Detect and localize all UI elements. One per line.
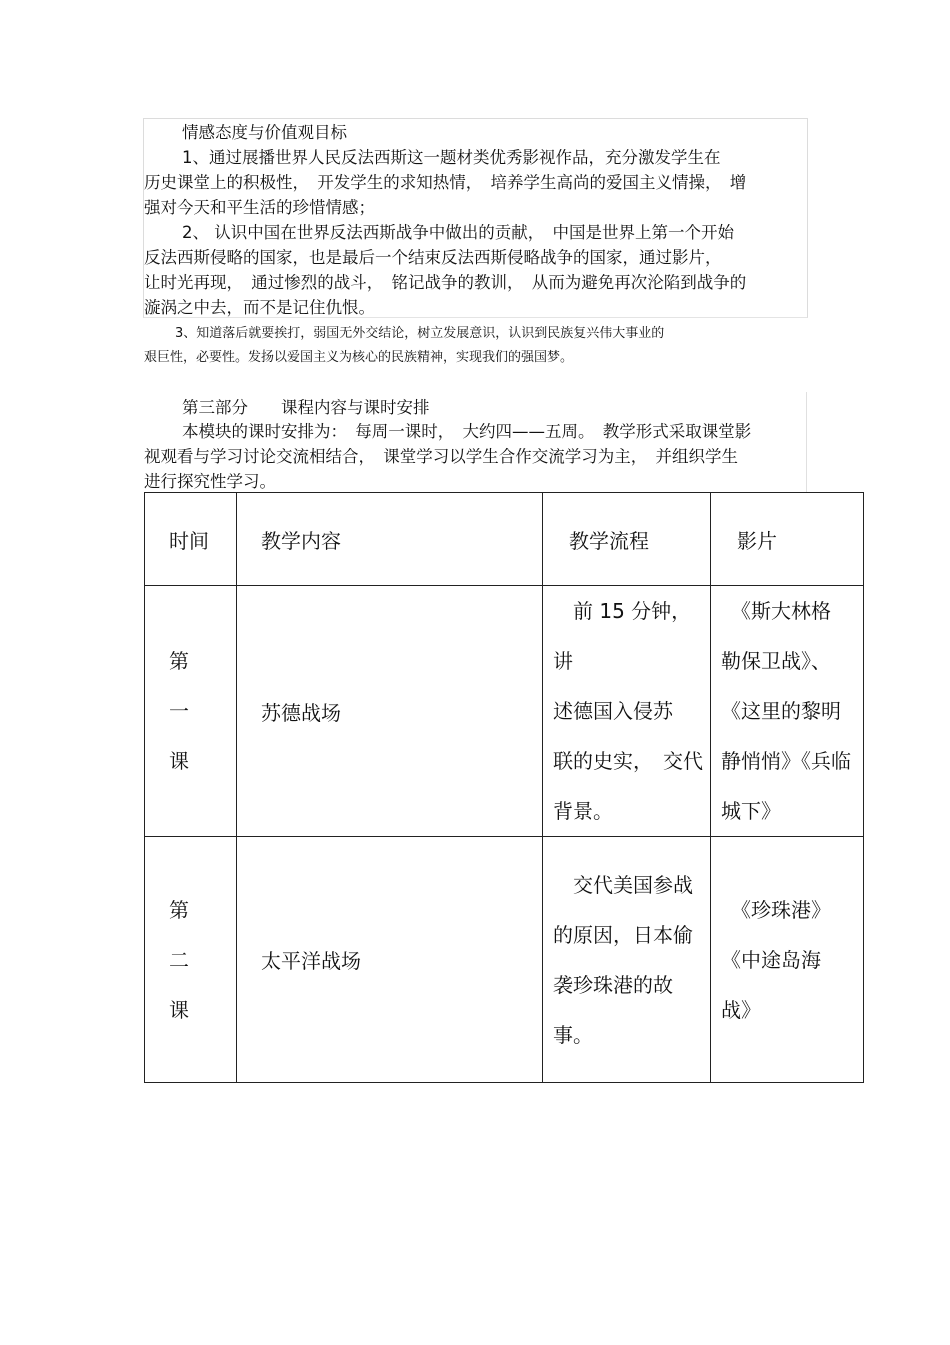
lesson-time-cell: [145, 837, 237, 1083]
lesson-time-char: 课: [169, 749, 189, 773]
header-time: 时间: [145, 493, 237, 586]
lesson-time-char: 课: [169, 997, 189, 1022]
lesson-film: 《斯大林格 勒保卫战》、 《这里的黎明 静悄悄》《兵临 城下》: [711, 586, 864, 837]
lesson-time-char: 一: [169, 699, 189, 723]
lesson-time-char: 二: [169, 947, 189, 972]
goals-line: 1、通过展播世界人民反法西斯这一题材类优秀影视作品，充分激发学生在: [182, 148, 721, 167]
table-row: [145, 837, 864, 1083]
table-header-row: [145, 493, 864, 586]
header-content: 教学内容: [237, 493, 543, 586]
goals-line: 让时光再现， 通过惨烈的战斗， 铭记战争的教训， 从而为避免再次沦陷到战争的: [144, 273, 747, 292]
table-row: [145, 586, 864, 837]
goals-line: 强对今天和平生活的珍惜情感；: [144, 198, 375, 217]
lesson-film: 《珍珠港》 《中途岛海 战》: [711, 837, 864, 1083]
section-three-line: 进行探究性学习。: [144, 472, 276, 491]
section-three-heading: 第三部分 课程内容与课时安排: [182, 398, 430, 417]
lesson-time-cell: [145, 586, 237, 837]
lesson-time-char: 第: [169, 649, 189, 673]
lesson-flow: 前 15 分钟，讲 述德国入侵苏 联的史实， 交代 背景。: [543, 586, 711, 837]
goals-small-line: 艰巨性，必要性。发扬以爱国主义为核心的民族精神，实现我们的强国梦。: [144, 350, 574, 365]
goals-small-line: 3、知道落后就要挨打，弱国无外交结论，树立发展意识，认识到民族复兴伟大事业的: [175, 326, 665, 341]
lesson-flow: 交代美国参战 的原因，日本偷 袭珍珠港的故 事。: [543, 837, 711, 1083]
goals-line: 漩涡之中去，而不是记住仇恨。: [144, 298, 375, 317]
header-flow: 教学流程: [543, 493, 711, 586]
lesson-content: 苏德战场: [237, 586, 543, 837]
section-three-edge: [806, 392, 807, 492]
lesson-time-char: 第: [169, 897, 189, 922]
lesson-content: 太平洋战场: [237, 837, 543, 1083]
goals-line: 2、 认识中国在世界反法西斯战争中做出的贡献， 中国是世界上第一个开始: [182, 223, 734, 242]
goals-heading: 情感态度与价值观目标: [182, 123, 347, 142]
goals-line: 历史课堂上的积极性， 开发学生的求知热情， 培养学生高尚的爱国主义情操， 增: [144, 173, 747, 192]
section-three-line: 视观看与学习讨论交流相结合， 课堂学习以学生合作交流学习为主， 并组织学生: [144, 447, 738, 466]
section-three-line: 本模块的课时安排为： 每周一课时， 大约四——五周。 教学形式采取课堂影: [182, 422, 752, 441]
goals-line: 反法西斯侵略的国家，也是最后一个结束反法西斯侵略战争的国家，通过影片，: [144, 248, 722, 267]
schedule-table: [144, 492, 864, 1083]
header-film: 影片: [711, 493, 864, 586]
